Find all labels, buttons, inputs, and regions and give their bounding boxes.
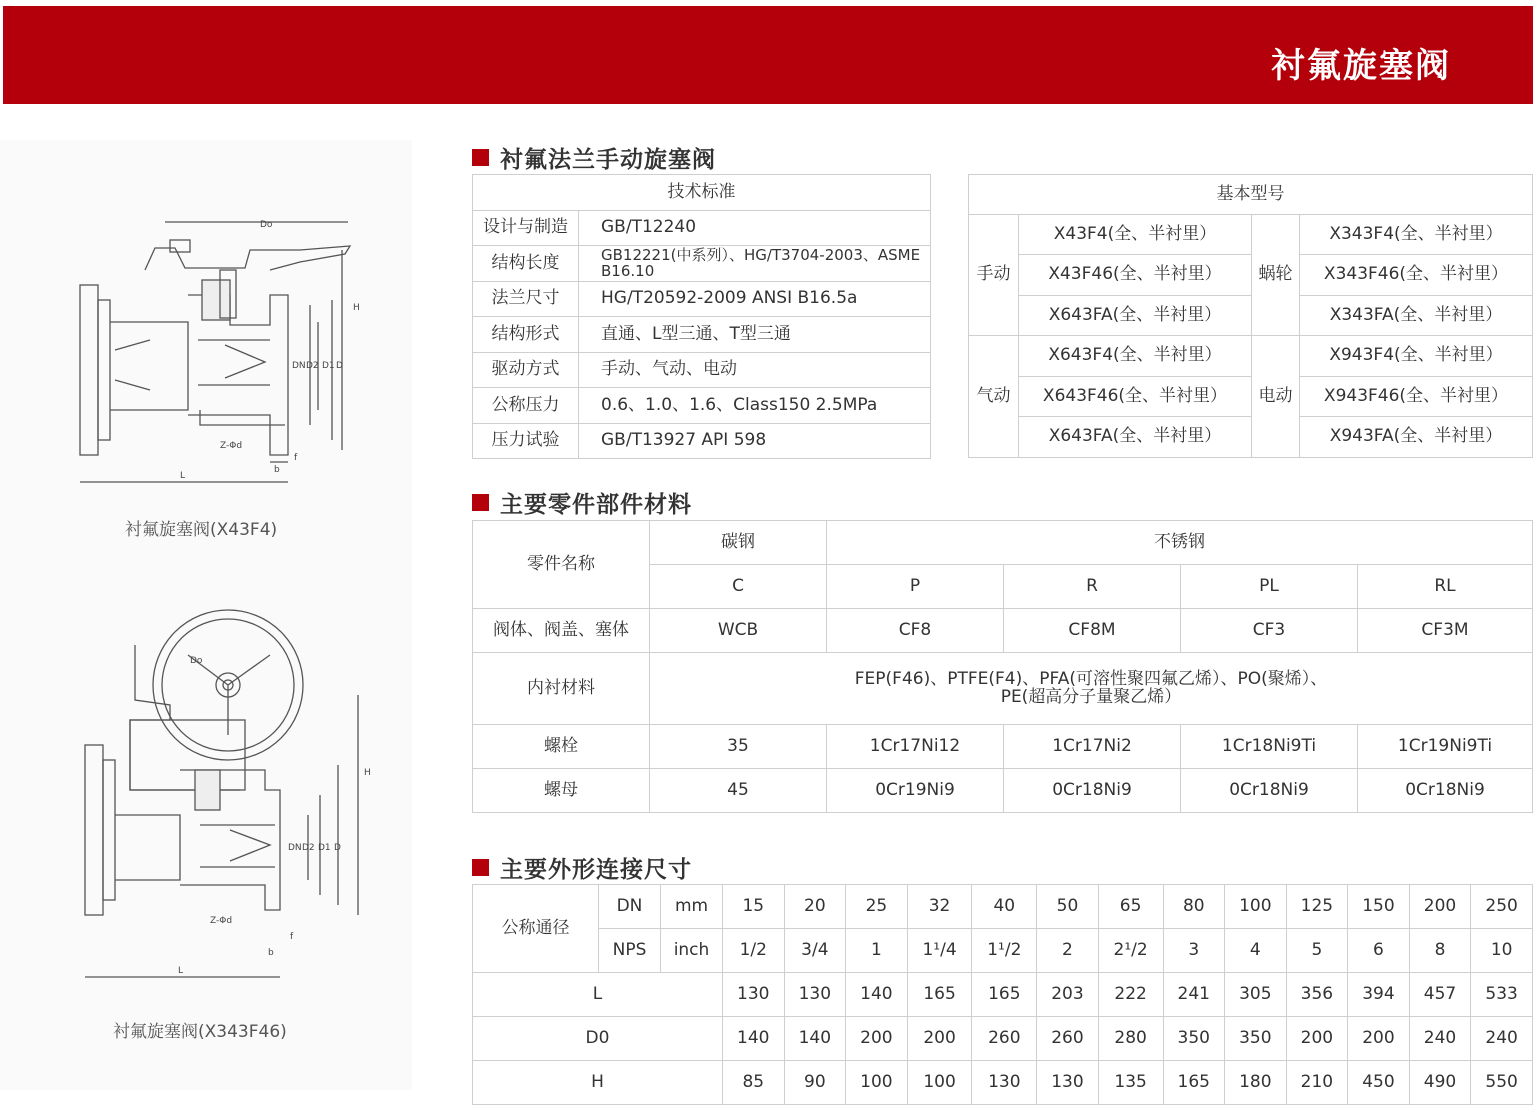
table-cell: 180 [1225,1061,1287,1105]
table-cell: 1Cr19Ni9Ti [1358,725,1533,769]
table-header: 技术标准 [473,175,931,211]
model-cell: X643F4(全、半衬里） [1019,336,1252,377]
table-cell: 135 [1098,1061,1163,1105]
table-cell: 200 [1348,1017,1410,1061]
material-code: RL [1358,565,1533,609]
section-title-text: 主要零件部件材料 [500,492,692,518]
dn-value: 50 [1037,885,1099,929]
valve-drawing-x43f4 [70,210,370,495]
table-cell: 165 [1163,1061,1225,1105]
table-cell: 35 [650,725,827,769]
dn-value: 25 [846,885,908,929]
table-cell: 260 [972,1017,1037,1061]
table-cell: 1Cr18Ni9Ti [1181,725,1358,769]
table-cell: 140 [784,1017,846,1061]
row-value: GB/T13927 API 598 [579,424,931,459]
table-cell: 305 [1225,973,1287,1017]
label-do: Do [260,220,273,230]
row-value: 直通、L型三通、T型三通 [579,317,931,353]
section-marker [472,149,489,166]
nps-value: 1 [846,929,908,973]
label-h: H [353,303,360,313]
label-d2: D2 [302,843,315,853]
table-cell: 130 [723,973,785,1017]
table-cell: 130 [972,1061,1037,1105]
nps-value: 2¹/2 [1098,929,1163,973]
label-do: Do [190,656,203,666]
model-cell: X343F46(全、半衬里） [1300,255,1533,296]
tech-standards-table [472,174,931,459]
table-cell: 165 [972,973,1037,1017]
section-marker [472,859,489,876]
dn-value: 125 [1286,885,1348,929]
page-header [3,6,1533,104]
model-cell: X643FA(全、半衬里） [1019,296,1252,336]
valve-drawing-x343f46 [70,605,380,990]
label-d: D [336,361,343,371]
table-cell: 140 [846,973,908,1017]
table-cell: 457 [1409,973,1471,1017]
label-h: H [364,768,371,778]
dn-value: 20 [784,885,846,929]
table-cell: 130 [784,973,846,1017]
h-row [473,1061,1533,1105]
nps-value: 2 [1037,929,1099,973]
model-cell: X943F46(全、半衬里） [1300,377,1533,417]
material-code: R [1004,565,1181,609]
model-cell: X343F4(全、半衬里） [1300,215,1533,255]
table-cell: 550 [1471,1061,1533,1105]
dn-label: DN [599,885,661,929]
label-f: f [294,453,298,463]
materials-table [472,520,1533,813]
table-cell: 165 [907,973,972,1017]
model-cell: X643FA(全、半衬里） [1019,417,1252,458]
l-row [473,973,1533,1017]
table-cell: 350 [1163,1017,1225,1061]
label-z: Z-Φd [210,916,233,926]
lining-value: FEP(F46)、PTFE(F4)、PFA(可溶性聚四氟乙烯）、PO(聚烯）、PE(超高分子量聚乙烯） [650,653,1533,725]
table-cell: 90 [784,1061,846,1105]
nps-value: 3/4 [784,929,846,973]
table-cell: 100 [846,1061,908,1105]
row-label: 结构形式 [473,317,579,353]
table-cell: 350 [1225,1017,1287,1061]
label-dn: DN [288,843,302,853]
label-b: b [274,465,280,475]
dn-value: 100 [1225,885,1287,929]
nps-value: 1/2 [723,929,785,973]
table-cell: 280 [1098,1017,1163,1061]
label-d1: D1 [322,361,335,371]
group-label: 蜗轮 [1252,215,1300,336]
dimension-lines [85,695,358,977]
table-cell: 222 [1098,973,1163,1017]
nps-value: 6 [1348,929,1410,973]
dn-value: 32 [907,885,972,929]
table-cell: 241 [1163,973,1225,1017]
nominal-label: 公称通径 [473,885,599,973]
model-cell: X43F46(全、半衬里） [1019,255,1252,296]
material-code: C [650,565,827,609]
row-label: L [473,973,723,1017]
table-cell: 85 [723,1061,785,1105]
table-cell: 200 [846,1017,908,1061]
table-header: 基本型号 [969,175,1533,215]
dn-value: 200 [1409,885,1471,929]
label-l: L [180,471,186,481]
nps-value: 8 [1409,929,1471,973]
group-label: 气动 [969,336,1019,458]
row-value: GB12221(中系列）、HG/T3704-2003、ASME B16.10 [579,246,931,282]
model-cell: X643F46(全、半衬里） [1019,377,1252,417]
section-title [472,851,692,884]
label-d2: D2 [306,361,319,371]
group-label: 手动 [969,215,1019,336]
row-label: 法兰尺寸 [473,282,579,317]
model-cell: X943F4(全、半衬里） [1300,336,1533,377]
nps-value: 4 [1225,929,1287,973]
nps-value: 5 [1286,929,1348,973]
dn-value: 15 [723,885,785,929]
row-label: 驱动方式 [473,353,579,388]
dn-unit: mm [661,885,723,929]
dimensions-table [472,884,1533,1105]
table-cell: 240 [1409,1017,1471,1061]
dn-value: 80 [1163,885,1225,929]
section-title-text: 衬氟法兰手动旋塞阀 [500,147,716,173]
table-cell: CF3 [1181,609,1358,653]
d0-row [473,1017,1533,1061]
table-cell: 1Cr17Ni2 [1004,725,1181,769]
stainless-header: 不锈钢 [827,521,1533,565]
nps-row [473,929,1533,973]
figure-caption: 衬氟旋塞阀(X343F46) [113,1022,287,1042]
nps-value: 10 [1471,929,1533,973]
table-cell: 140 [723,1017,785,1061]
label-d: D [334,843,341,853]
section-marker [472,494,489,511]
nps-value: 1¹/4 [907,929,972,973]
nps-unit: inch [661,929,723,973]
row-value: 0.6、1.0、1.6、Class150 2.5MPa [579,388,931,424]
row-label: 阀体、阀盖、塞体 [473,609,650,653]
table-cell: 240 [1471,1017,1533,1061]
row-label: 螺母 [473,769,650,813]
table-cell: CF3M [1358,609,1533,653]
table-cell: 210 [1286,1061,1348,1105]
material-code: PL [1181,565,1358,609]
row-value: GB/T12240 [579,211,931,246]
label-d1: D1 [318,843,331,853]
table-cell: CF8M [1004,609,1181,653]
label-b: b [268,948,274,958]
model-cell: X343FA(全、半衬里） [1300,296,1533,336]
group-label: 电动 [1252,336,1300,458]
table-cell: 533 [1471,973,1533,1017]
dn-value: 250 [1471,885,1533,929]
row-label: 公称压力 [473,388,579,424]
carbon-steel-header: 碳钢 [650,521,827,565]
part-name-header: 零件名称 [473,521,650,609]
label-f: f [290,932,294,942]
table-cell: 394 [1348,973,1410,1017]
row-value: HG/T20592-2009 ANSI B16.5a [579,282,931,317]
label-dn: DN [292,361,306,371]
row-label: 结构长度 [473,246,579,282]
nps-value: 3 [1163,929,1225,973]
material-code: P [827,565,1004,609]
nps-value: 1¹/2 [972,929,1037,973]
row-label: 设计与制造 [473,211,579,246]
row-label: 螺栓 [473,725,650,769]
table-cell: 0Cr18Ni9 [1181,769,1358,813]
table-cell: 100 [907,1061,972,1105]
dn-value: 150 [1348,885,1410,929]
table-cell: CF8 [827,609,1004,653]
dn-row [473,885,1533,929]
nps-label: NPS [599,929,661,973]
label-l: L [178,966,184,976]
table-cell: WCB [650,609,827,653]
table-cell: 356 [1286,973,1348,1017]
row-label: H [473,1061,723,1105]
table-cell: 0Cr18Ni9 [1004,769,1181,813]
label-z: Z-Φd [220,441,243,451]
page-title: 衬氟旋塞阀 [1271,46,1451,86]
table-cell: 260 [1037,1017,1099,1061]
table-cell: 0Cr19Ni9 [827,769,1004,813]
model-cell: X943FA(全、半衬里） [1300,417,1533,458]
model-cell: X43F4(全、半衬里） [1019,215,1252,255]
table-cell: 200 [1286,1017,1348,1061]
row-value: 手动、气动、电动 [579,353,931,388]
table-cell: 203 [1037,973,1099,1017]
table-cell: 130 [1037,1061,1099,1105]
row-label: D0 [473,1017,723,1061]
table-cell: 200 [907,1017,972,1061]
table-cell: 45 [650,769,827,813]
row-label: 内衬材料 [473,653,650,725]
table-cell: 1Cr17Ni12 [827,725,1004,769]
section-title-text: 主要外形连接尺寸 [500,857,692,883]
dn-value: 65 [1098,885,1163,929]
table-cell: 450 [1348,1061,1410,1105]
row-label: 压力试验 [473,424,579,459]
dn-value: 40 [972,885,1037,929]
section-title [472,141,716,174]
table-cell: 490 [1409,1061,1471,1105]
figure-caption: 衬氟旋塞阀(X43F4) [125,520,278,540]
table-cell: 0Cr18Ni9 [1358,769,1533,813]
models-table [968,174,1533,458]
section-title [472,486,692,519]
